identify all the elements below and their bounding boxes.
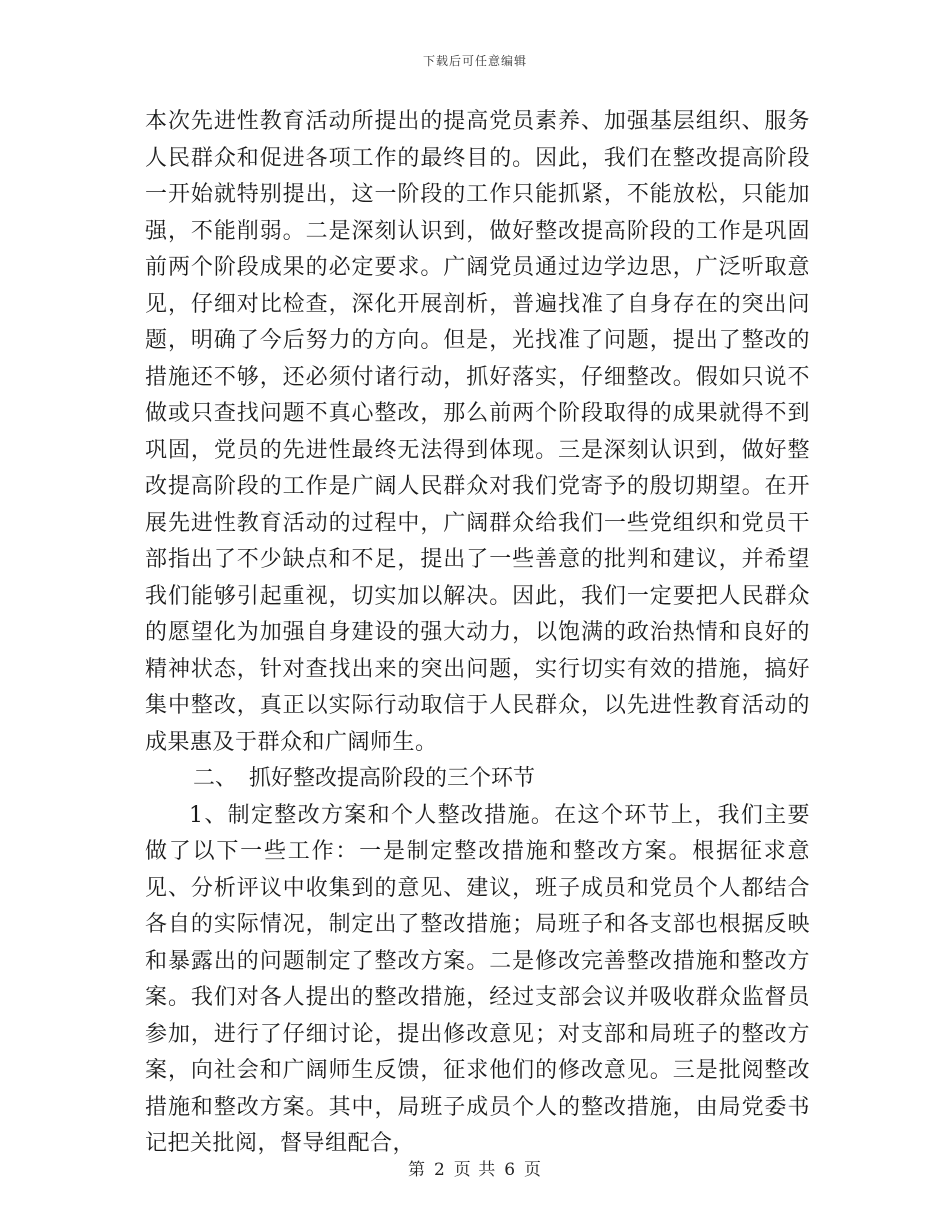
footer-suffix: 页 xyxy=(524,1160,543,1180)
section-number: 二、 xyxy=(193,766,238,791)
page-footer xyxy=(0,1155,950,1180)
page-header-note: 下载后可任意编辑 xyxy=(422,54,527,68)
footer-total-pages: 6 xyxy=(504,1160,517,1180)
body-paragraph-2: 1、制定整改方案和个人整改措施。在这个环节上，我们主要做了以下一些工作：一是制定整改措施和整改方案。根据征求意见、分析评议中收集到的意见、建议，班子成员和党员个人都结合各自的实际情况，制定出了整改措施；局班子和各支部也根据反映和暴露出的问题制定了整改方案。二是修改完善整改措施和整改方案。我们对各人提出的整改措施，经过支部会议并吸收群众监督员参加，进行了仔细讨论，提出修改意见；对支部和局班子的整改方案，向社会和广阔师生反馈，征求他们的修改意见。三是批阅整改措施和整改方案。其中，局班子成员个人的整改措施，由局党委书记把关批阅，督导组配合， xyxy=(145,802,810,1156)
body-paragraph-1: 本次先进性教育活动所提出的提高党员素养、加强基层组织、服务人民群众和促进各项工作的最终目的。因此，我们在整改提高阶段一开始就特别提出，这一阶段的工作只能抓紧，不能放松，只能加强，不能削弱。二是深刻认识到，做好整改提高阶段的工作是巩固前两个阶段成果的必定要求。广阔党员通过边学边思，广泛听取意见，仔细对比检查，深化开展剖析，普遍找准了自身存在的突出问题，明确了今后努力的方向。但是，光找准了问题，提出了整改的措施还不够，还必须付诸行动，抓好落实，仔细整改。假如只说不做或只查找问题不真心整改，那么前两个阶段取得的成果就得不到巩固，党员的先进性最终无法得到体现。三是深刻认识到，做好整改提高阶段的工作是广阔人民群众对我们党寄予的殷切期望。在开展先进性教育活动的过程中，广阔群众给我们一些党组织和党员干部指出了不少缺点和不足，提出了一些善意的批判和建议，并希望我们能够引起重视，切实加以解决。因此，我们一定要把人民群众的愿望化为加强自身建设的强大动力，以饱满的政治热情和良好的精神状态，针对查找出来的突出问题，实行切实有效的措施，搞好集中整改，真正以实际行动取信于人民群众，以先进性教育活动的成果惠及于群众和广阔师生。 xyxy=(145,109,810,755)
footer-prefix: 第 xyxy=(407,1160,426,1180)
section-heading xyxy=(145,761,810,798)
footer-current-page: 2 xyxy=(433,1160,446,1180)
section-title: 抓好整改提高阶段的三个环节 xyxy=(249,766,536,791)
document-body xyxy=(145,104,810,1163)
footer-middle: 页 共 xyxy=(453,1160,497,1180)
